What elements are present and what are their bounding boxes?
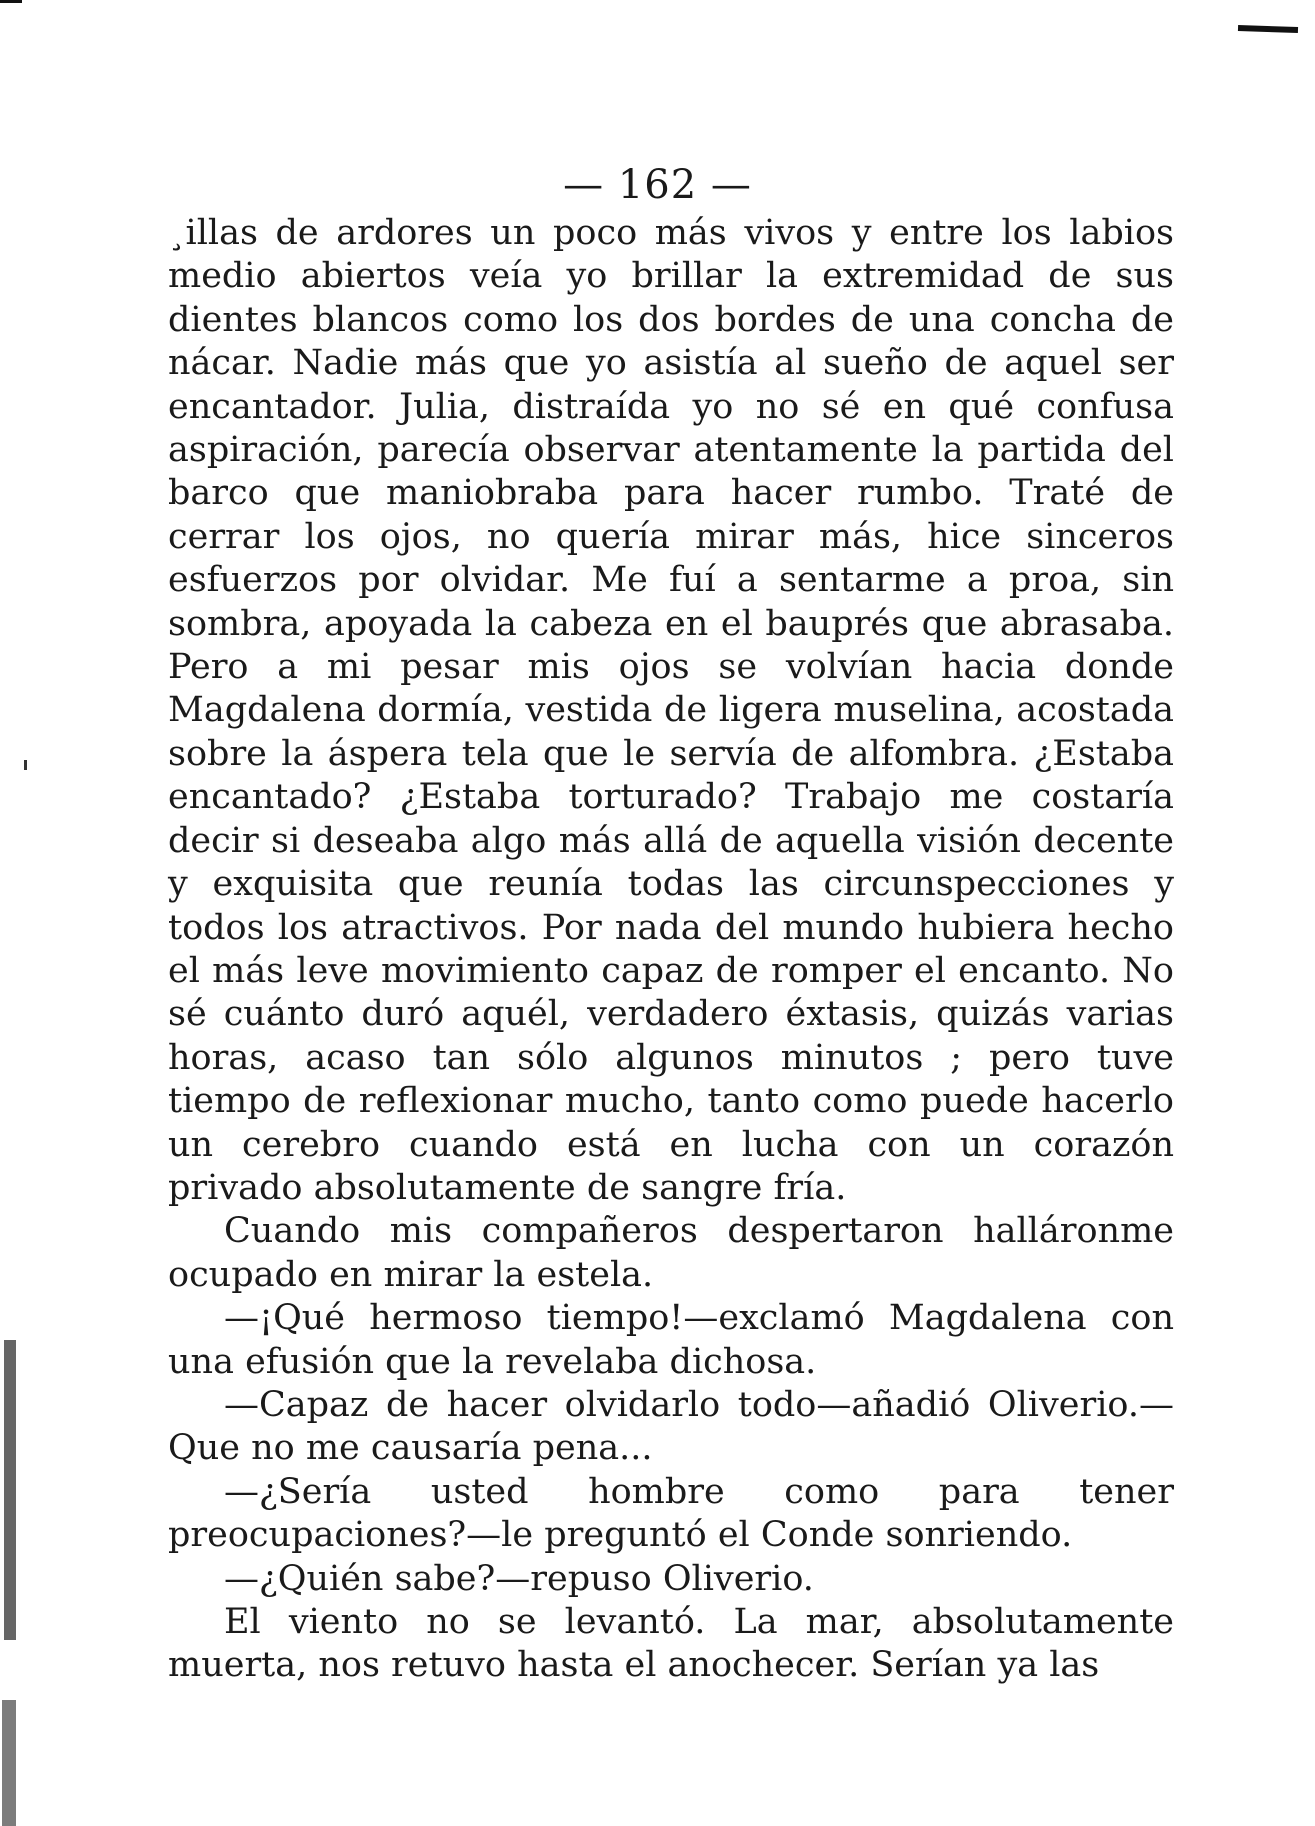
scan-artifact-top-right <box>1238 25 1298 33</box>
scan-artifact-dot <box>24 760 27 770</box>
paragraph-6: —¿Quién sabe?—repuso Oliverio. <box>224 1558 814 1599</box>
paragraph-2: Cuando mis compañeros despertaron halláronme ocupado en mirar la estela. <box>168 1211 1174 1295</box>
paragraph-7: El viento no se levantó. La mar, absolutamente muerta, nos retuvo hasta el anochecer. Serían ya las <box>168 1602 1174 1686</box>
body-text <box>168 212 1174 1688</box>
paragraph-1: ¸illas de ardores un poco más vivos y entre los labios medio abiertos veía yo brillar la extremidad de sus dientes blancos como los dos bordes de una concha de nácar. Nadie más que yo asistía al sueño de aquel ser encantador. Julia, distraída yo no sé en qué confusa aspiración, parecía observar atentamente la partida del barco que maniobraba para hacer rumbo. Traté de cerrar los ojos, no quería mirar más, hice sinceros esfuerzos por olvidar. Me fuí a sentarme a proa, sin sombra, apoyada la cabeza en el bauprés que abrasaba. Pero a mi pesar mis ojos se volvían hacia donde Magdalena dormía, vestida de ligera muselina, acostada sobre la áspera tela que le servía de alfombra. ¿Estaba encantado? ¿Estaba torturado? Trabajo me costaría decir si deseaba algo más allá de aquella visión decente y exquisita que reunía todas las circunspecciones y todos los atractivos. Por nada del mundo hubiera hecho el más leve movimiento capaz de romper el encanto. No sé cuánto duró aquél, verdadero éxtasis, quizás varias horas, acaso tan sólo algunos minutos ; pero tuve tiempo de reflexionar mucho, tanto como puede hacerlo un cerebro cuando está en lucha con un corazón privado absolutamente de sangre fría. <box>168 213 1174 1208</box>
scan-artifact-left-edge <box>4 1340 16 1640</box>
paragraph-4: —Capaz de hacer olvidarlo todo—añadió Oliverio.—Que no me causaría pena... <box>168 1384 1174 1469</box>
page-number: — 162 — <box>563 162 752 208</box>
paragraph-5: —¿Sería usted hombre como para tener preocupaciones?—le preguntó el Conde sonriendo. <box>168 1471 1174 1556</box>
paragraph-3: —¡Qué hermoso tiempo!—exclamó Magdalena con una efusión que la revelaba dichosa. <box>168 1298 1174 1382</box>
scan-artifact-left-bottom <box>2 1700 16 1826</box>
scan-artifact-top-left <box>0 0 22 3</box>
